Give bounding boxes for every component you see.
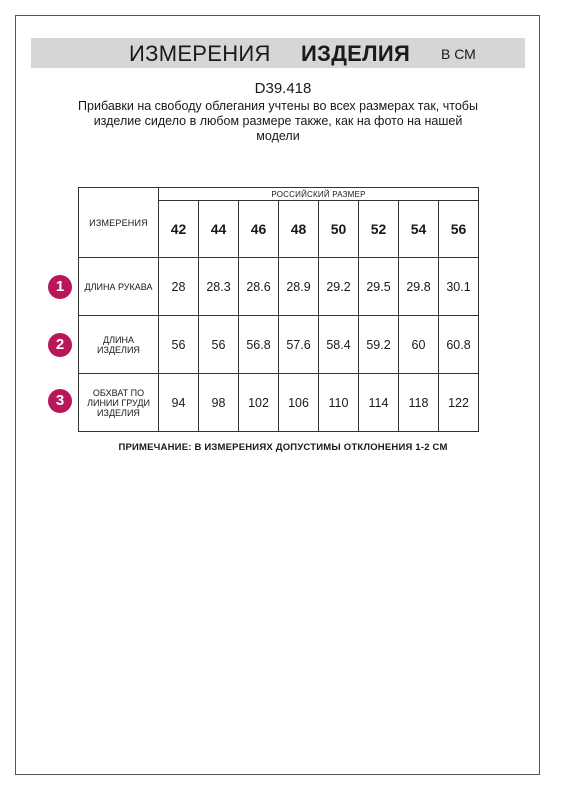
footnote: ПРИМЕЧАНИЕ: В ИЗМЕРЕНИЯХ ДОПУСТИМЫ ОТКЛОНЕНИЯ 1-2 СМ [118,442,448,453]
table-cell: 94 [159,374,199,432]
row-label [79,316,159,374]
table-cell: 122 [439,374,479,432]
fit-note-line: изделие сидело в любом размере также, как на фото на нашей [93,114,463,128]
table-cell: 118 [399,374,439,432]
row-number-badge: 2 [48,333,72,357]
row-label [79,374,159,432]
size-header: 52 [359,201,399,258]
row-label-line: ИЗДЕЛИЯ [97,407,140,418]
row-number-badge: 1 [48,275,72,299]
row-label-line: ДЛИНА РУКАВА [84,281,153,292]
row-label-line: ОБХВАТ ПО [92,387,145,398]
size-header: 44 [199,201,239,258]
title-bar [31,38,525,68]
title-unit: В СМ [441,46,476,62]
table-cell: 98 [199,374,239,432]
size-header: 54 [399,201,439,258]
size-header: 56 [439,201,479,258]
table-row [79,374,479,432]
fit-note-line: модели [256,129,300,143]
table-cell: 114 [359,374,399,432]
table-cell: 28.3 [199,258,239,316]
title-bold: ИЗДЕЛИЯ [301,41,411,66]
size-group-header: РОССИЙСКИЙ РАЗМЕР [159,188,479,201]
fit-note [70,99,486,144]
table-cell: 56 [199,316,239,374]
table-cell: 59.2 [359,316,399,374]
row-number-badge: 3 [48,389,72,413]
title-main: ИЗМЕРЕНИЯ [129,41,271,66]
row-label [79,258,159,316]
table-cell: 28.6 [239,258,279,316]
size-header: 50 [319,201,359,258]
table-cell: 29.5 [359,258,399,316]
table-cell: 56 [159,316,199,374]
fit-note-line: Прибавки на свободу облегания учтены во всех размерах так, чтобы [78,99,478,113]
table-cell: 60.8 [439,316,479,374]
table-cell: 29.8 [399,258,439,316]
product-code: D39.418 [254,80,312,97]
measurements-header: ИЗМЕРЕНИЯ [79,188,159,258]
size-header: 42 [159,201,199,258]
table-cell: 60 [399,316,439,374]
table-cell: 28.9 [279,258,319,316]
table-cell: 110 [319,374,359,432]
table-row [79,258,479,316]
table-cell: 58.4 [319,316,359,374]
table-cell: 102 [239,374,279,432]
table-cell: 30.1 [439,258,479,316]
table-row [79,316,479,374]
size-table [78,187,479,432]
table-cell: 56.8 [239,316,279,374]
row-label-line: ИЗДЕЛИЯ [97,344,140,355]
table-cell: 57.6 [279,316,319,374]
size-header: 46 [239,201,279,258]
table-cell: 106 [279,374,319,432]
size-header: 48 [279,201,319,258]
table-cell: 28 [159,258,199,316]
table-cell: 29.2 [319,258,359,316]
row-label-line: ЛИНИИ ГРУДИ [87,397,150,408]
row-label-line: ДЛИНА [103,334,134,345]
